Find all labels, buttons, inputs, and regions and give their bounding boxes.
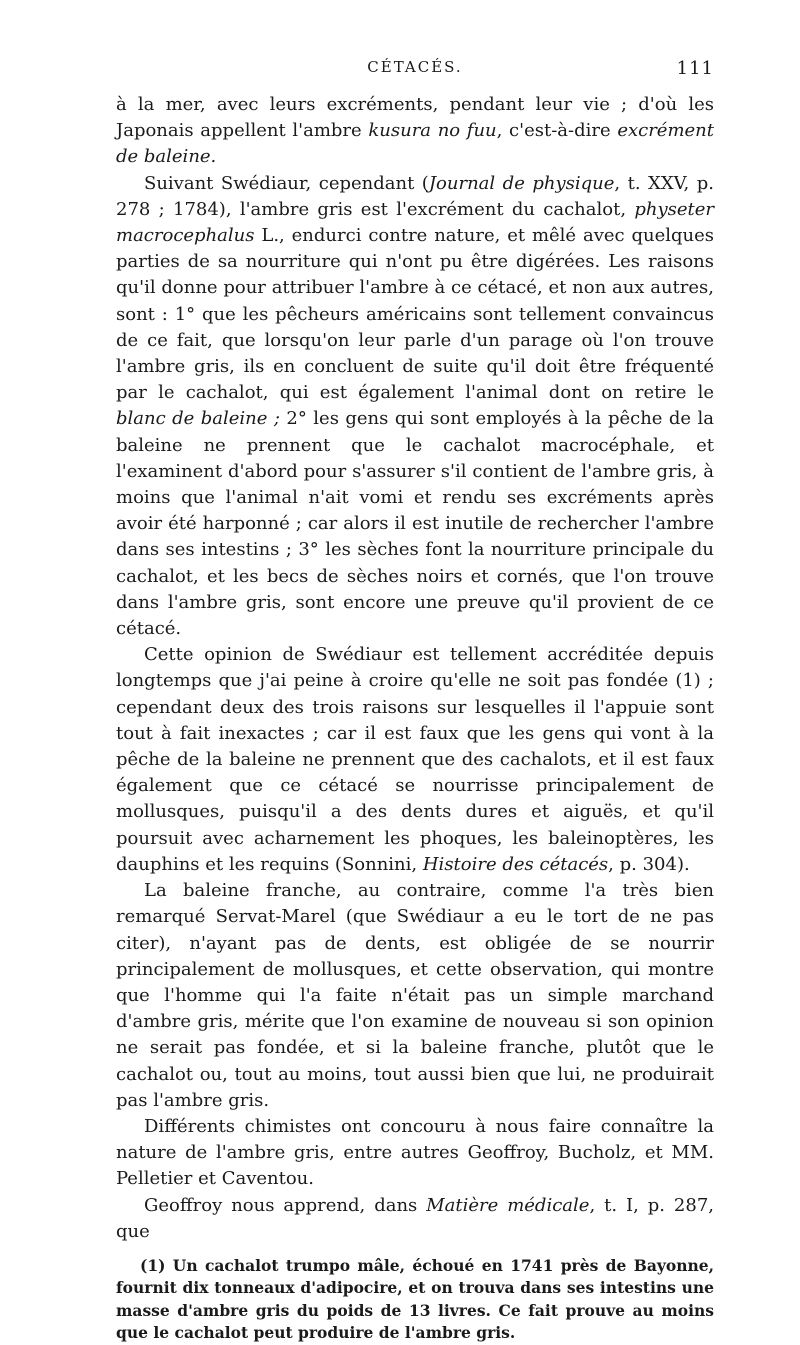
text-run: , p. 304). (608, 853, 690, 875)
italic-text: Histoire des cétacés (422, 853, 609, 875)
italic-text: kusura no fuu (368, 120, 497, 142)
text-run: 2° les gens qui sont employés à la pêche de la baleine ne prennent que le cachalot macrocéphale, et l'examinent d'abord pour s'assurer s'il contient de l'ambre gris, à moins que l'animal n'ait vomi et rendu ses excréments après avoir été harponné ; car alors il est inutile de rechercher l'ambre dans ses intestins ; 3° les sèches font la nourriture principale du cachalot, et les becs de sèches noirs et cornés, que l'on trouve dans l'ambre gris, sont encore une preuve qu'il provient de ce cétacé. (116, 408, 714, 640)
text-run: La baleine franche, au contraire, comme l'a très bien remarqué Servat-Marel (que Swédiaur a eu le tort de ne pas citer), n'ayant pas de dents, est obligée de se nourrir principalement de mollusques, et cette observation, qui montre que l'homme qui l'a faite n'était pas un simple marchand d'ambre gris, mérite que l'on examine de nouveau si son opinion ne serait pas fondée, et si la baleine franche, plutôt que le cachalot ou, tout au moins, tout aussi bien que lui, ne produirait pas l'ambre gris. (116, 880, 714, 1111)
text-run: , t. XXV, p. 278 ; 1784), l'ambre gris est l'excrément du cachalot, (116, 172, 714, 220)
running-title: CÉTACÉS. (367, 58, 463, 76)
paragraph (116, 642, 714, 878)
running-head (116, 58, 714, 92)
italic-text: excrément de baleine. (116, 120, 715, 168)
text-run: Suivant Swédiaur, cependant ( (144, 172, 429, 194)
footnotes (116, 1255, 714, 1345)
footnote: (1) Un cachalot trumpo mâle, échoué en 1741 près de Bayonne, fournit dix tonneaux d'adipocire, et on trouva dans ses intestins une masse d'ambre gris du poids de 13 livres. Ce fait prouve au moins que le cachalot peut produire de l'ambre gris. (116, 1255, 714, 1343)
text-run: , t. I, p. 287, que (116, 1194, 714, 1242)
text-run: Cette opinion de Swédiaur est tellement accréditée depuis longtemps que j'ai peine à croire qu'elle ne soit pas fondée (1) ; cependant deux des trois raisons sur lesquelles il l'appuie sont tout à fait inexactes ; car il est faux que les gens qui vont à la pêche de la baleine ne prennent que des cachalots, et il est faux également que ce cétacé se nourrisse principalement de mollusques, puisqu'il a des dents dures et aiguës, et qu'il poursuit avec acharnement les phoques, les baleinoptères, les dauphins et les requins (Sonnini, (116, 644, 714, 875)
text-run: , c'est-à-dire (496, 120, 618, 142)
text-run: Geoffroy nous apprend, dans (144, 1194, 427, 1216)
page-number: 111 (676, 58, 714, 79)
italic-text: Matière médicale (426, 1194, 590, 1216)
paragraph (116, 878, 714, 1114)
paragraph (116, 171, 714, 643)
text-run: L., endurci contre nature, et mêlé avec quelques parties de sa nourriture qui n'ont pu être digérées. Les raisons qu'il donne pour attribuer l'ambre à ce cétacé, et non aux autres, sont : 1° que les pêcheurs américains sont tellement convaincus de ce fait, que lorsqu'on leur parle d'un parage où l'on trouve l'ambre gris, ils en concluent de suite qu'il doit être fréquenté par le cachalot, qui est également l'animal dont on retire le (116, 225, 714, 404)
paragraph (116, 1114, 714, 1193)
body-text (116, 92, 714, 1245)
text-run: à la mer, avec leurs excréments, pendant leur vie ; d'où les Japonais appellent l'ambre (116, 94, 714, 142)
text-run: Différents chimistes ont concouru à nous faire connaître la nature de l'ambre gris, entre autres Geoffroy, Bucholz, et MM. Pelletier et Caventou. (116, 1115, 714, 1190)
paragraph (116, 92, 714, 171)
italic-text: blanc de baleine ; (116, 408, 280, 430)
italic-text: Journal de physique (428, 172, 615, 194)
paragraph (116, 1193, 714, 1245)
italic-text: physeter macrocephalus (116, 198, 714, 247)
